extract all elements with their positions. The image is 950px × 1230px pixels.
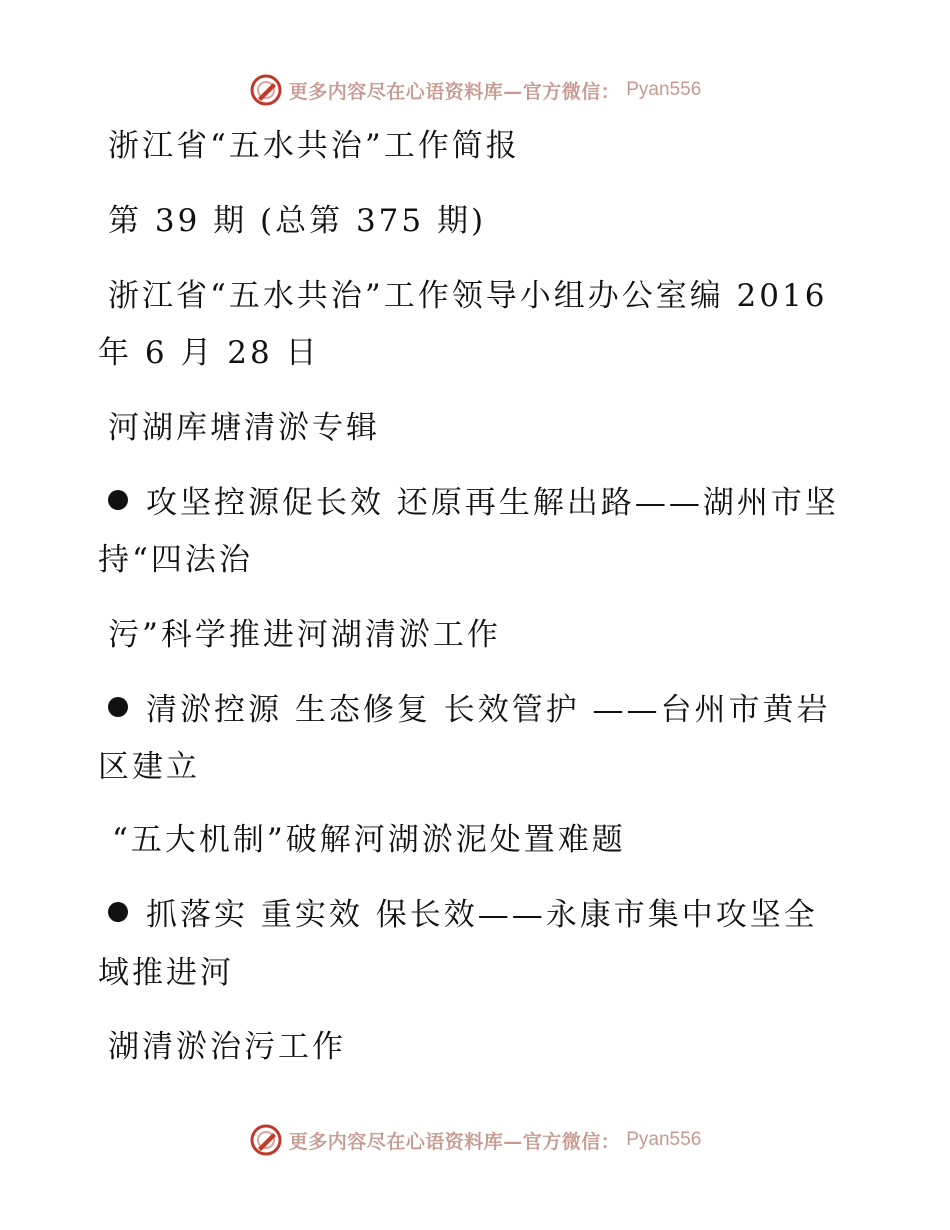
bullet-icon — [108, 490, 128, 510]
list-item — [108, 485, 839, 521]
list-item — [108, 897, 818, 933]
item-line3: 污”科学推进河湖清淤工作 — [108, 617, 501, 653]
watermark-handle: Pyan556 — [626, 1129, 702, 1150]
item-line1: 清淤控源 生态修复 长效管护 ——台州市黄岩 — [146, 692, 831, 728]
brand-logo-icon — [249, 1123, 283, 1157]
item-line2: 区建立 — [98, 749, 200, 785]
watermark-text: 更多内容尽在心语资料库—官方微信： — [288, 1130, 621, 1153]
item-line2: 域推进河 — [98, 955, 234, 991]
watermark-banner-top — [0, 70, 950, 110]
bullet-icon — [108, 697, 128, 717]
doc-issue: 第 39 期 (总第 375 期) — [108, 203, 487, 239]
doc-issuer-line1: 浙江省“五水共治”工作领导小组办公室编 2016 — [108, 278, 828, 314]
item-line1: 攻坚控源促长效 还原再生解出路——湖州市坚 — [146, 485, 839, 521]
watermark-handle: Pyan556 — [626, 79, 702, 100]
item-line3: 湖清淤治污工作 — [108, 1029, 346, 1065]
item-line1: 抓落实 重实效 保长效——永康市集中攻坚全 — [146, 897, 818, 933]
item-line2: 持“四法治 — [98, 542, 253, 578]
watermark-banner-bottom — [0, 1120, 950, 1160]
brand-logo-icon — [249, 73, 283, 107]
watermark-text: 更多内容尽在心语资料库—官方微信： — [288, 80, 621, 103]
list-item — [108, 692, 831, 728]
item-line3: “五大机制”破解河湖淤泥处置难题 — [112, 822, 626, 858]
doc-title: 浙江省“五水共治”工作简报 — [108, 128, 520, 164]
doc-issuer-line2: 年 6 月 28 日 — [98, 335, 320, 371]
doc-section-title: 河湖库塘清淤专辑 — [108, 410, 380, 446]
bullet-icon — [108, 902, 128, 922]
